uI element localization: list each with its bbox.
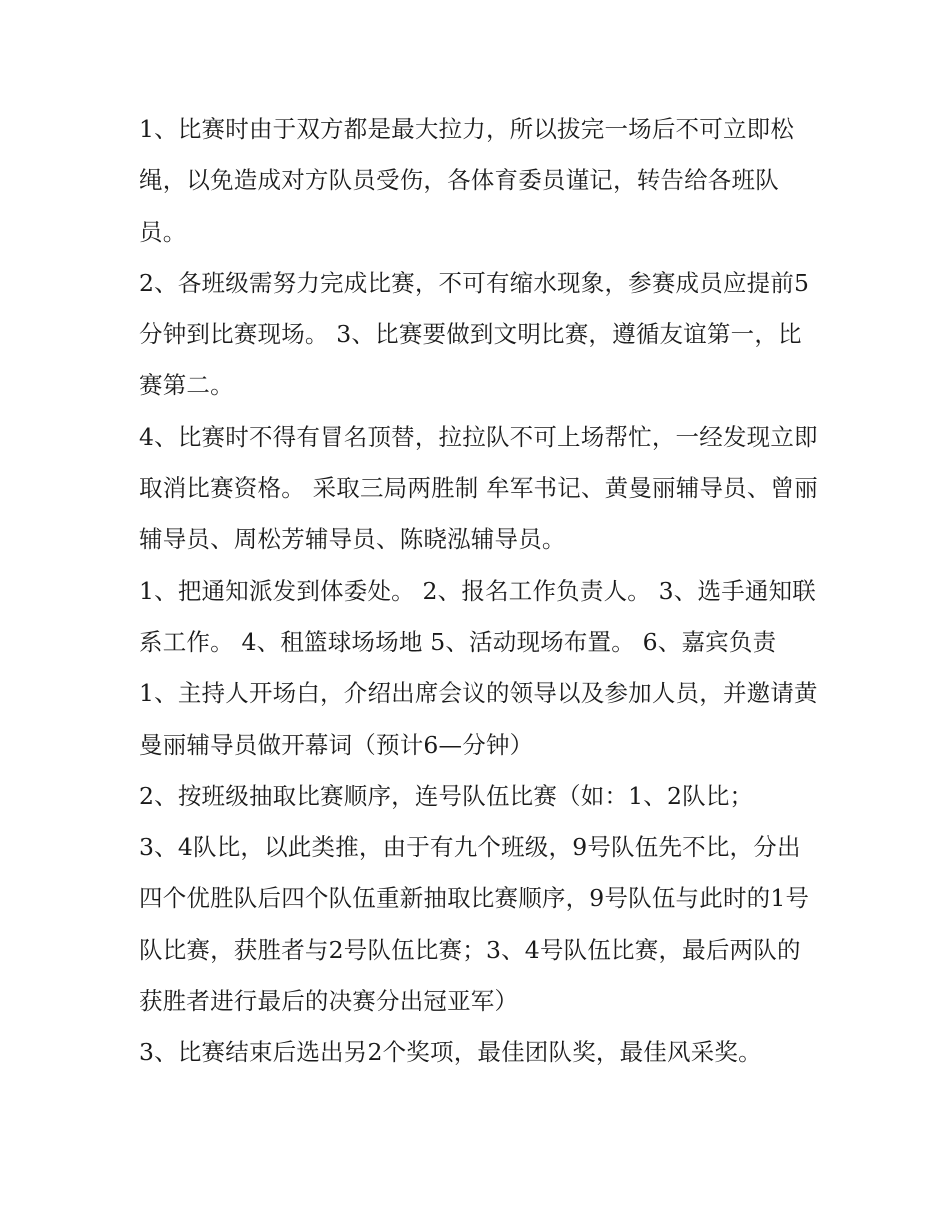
paragraph-staff-duties: 1、把通知派发到体委处。 2、报名工作负责人。 3、选手通知联系工作。 4、租篮球场场地 5、活动现场布置。 6、嘉宾负责: [139, 576, 816, 656]
paragraph-flow-2: 2、按班级抽取比赛顺序，连号队伍比赛（如：1、2队比；: [139, 781, 754, 810]
document-body: [139, 104, 819, 1079]
paragraph-awards: 3、比赛结束后选出另2个奖项，最佳团队奖，最佳风采奖。: [139, 1038, 762, 1067]
paragraph-rules-2-3: 2、各班级需努力完成比赛，不可有缩水现象，参赛成员应提前5分钟到比赛现场。 3、比赛要做到文明比赛，遵循友谊第一，比赛第二。: [139, 268, 810, 400]
paragraph-flow-3: 3、4队比，以此类推，由于有九个班级，9号队伍先不比，分出四个优胜队后四个队伍重新抽取比赛顺序，9号队伍与此时的1号队比赛，获胜者与2号队伍比赛；3、4号队伍比赛，最后两队的获胜者进行最后的决赛分出冠亚军）: [139, 833, 810, 1016]
paragraph-rules-1: 1、比赛时由于双方都是最大拉力，所以拔完一场后不可立即松绳，以免造成对方队员受伤，各体育委员谨记，转告给各班队员。: [139, 115, 795, 246]
paragraph-flow-1: 1、主持人开场白，介绍出席会议的领导以及参加人员，并邀请黄曼丽辅导员做开幕词（预计6—分钟）: [139, 679, 818, 759]
paragraph-rules-4-judges: 4、比赛时不得有冒名顶替，拉拉队不可上场帮忙，一经发现立即取消比赛资格。 采取三局两胜制 牟军书记、黄曼丽辅导员、曾丽辅导员、周松芳辅导员、陈晓泓辅导员。: [139, 422, 818, 554]
